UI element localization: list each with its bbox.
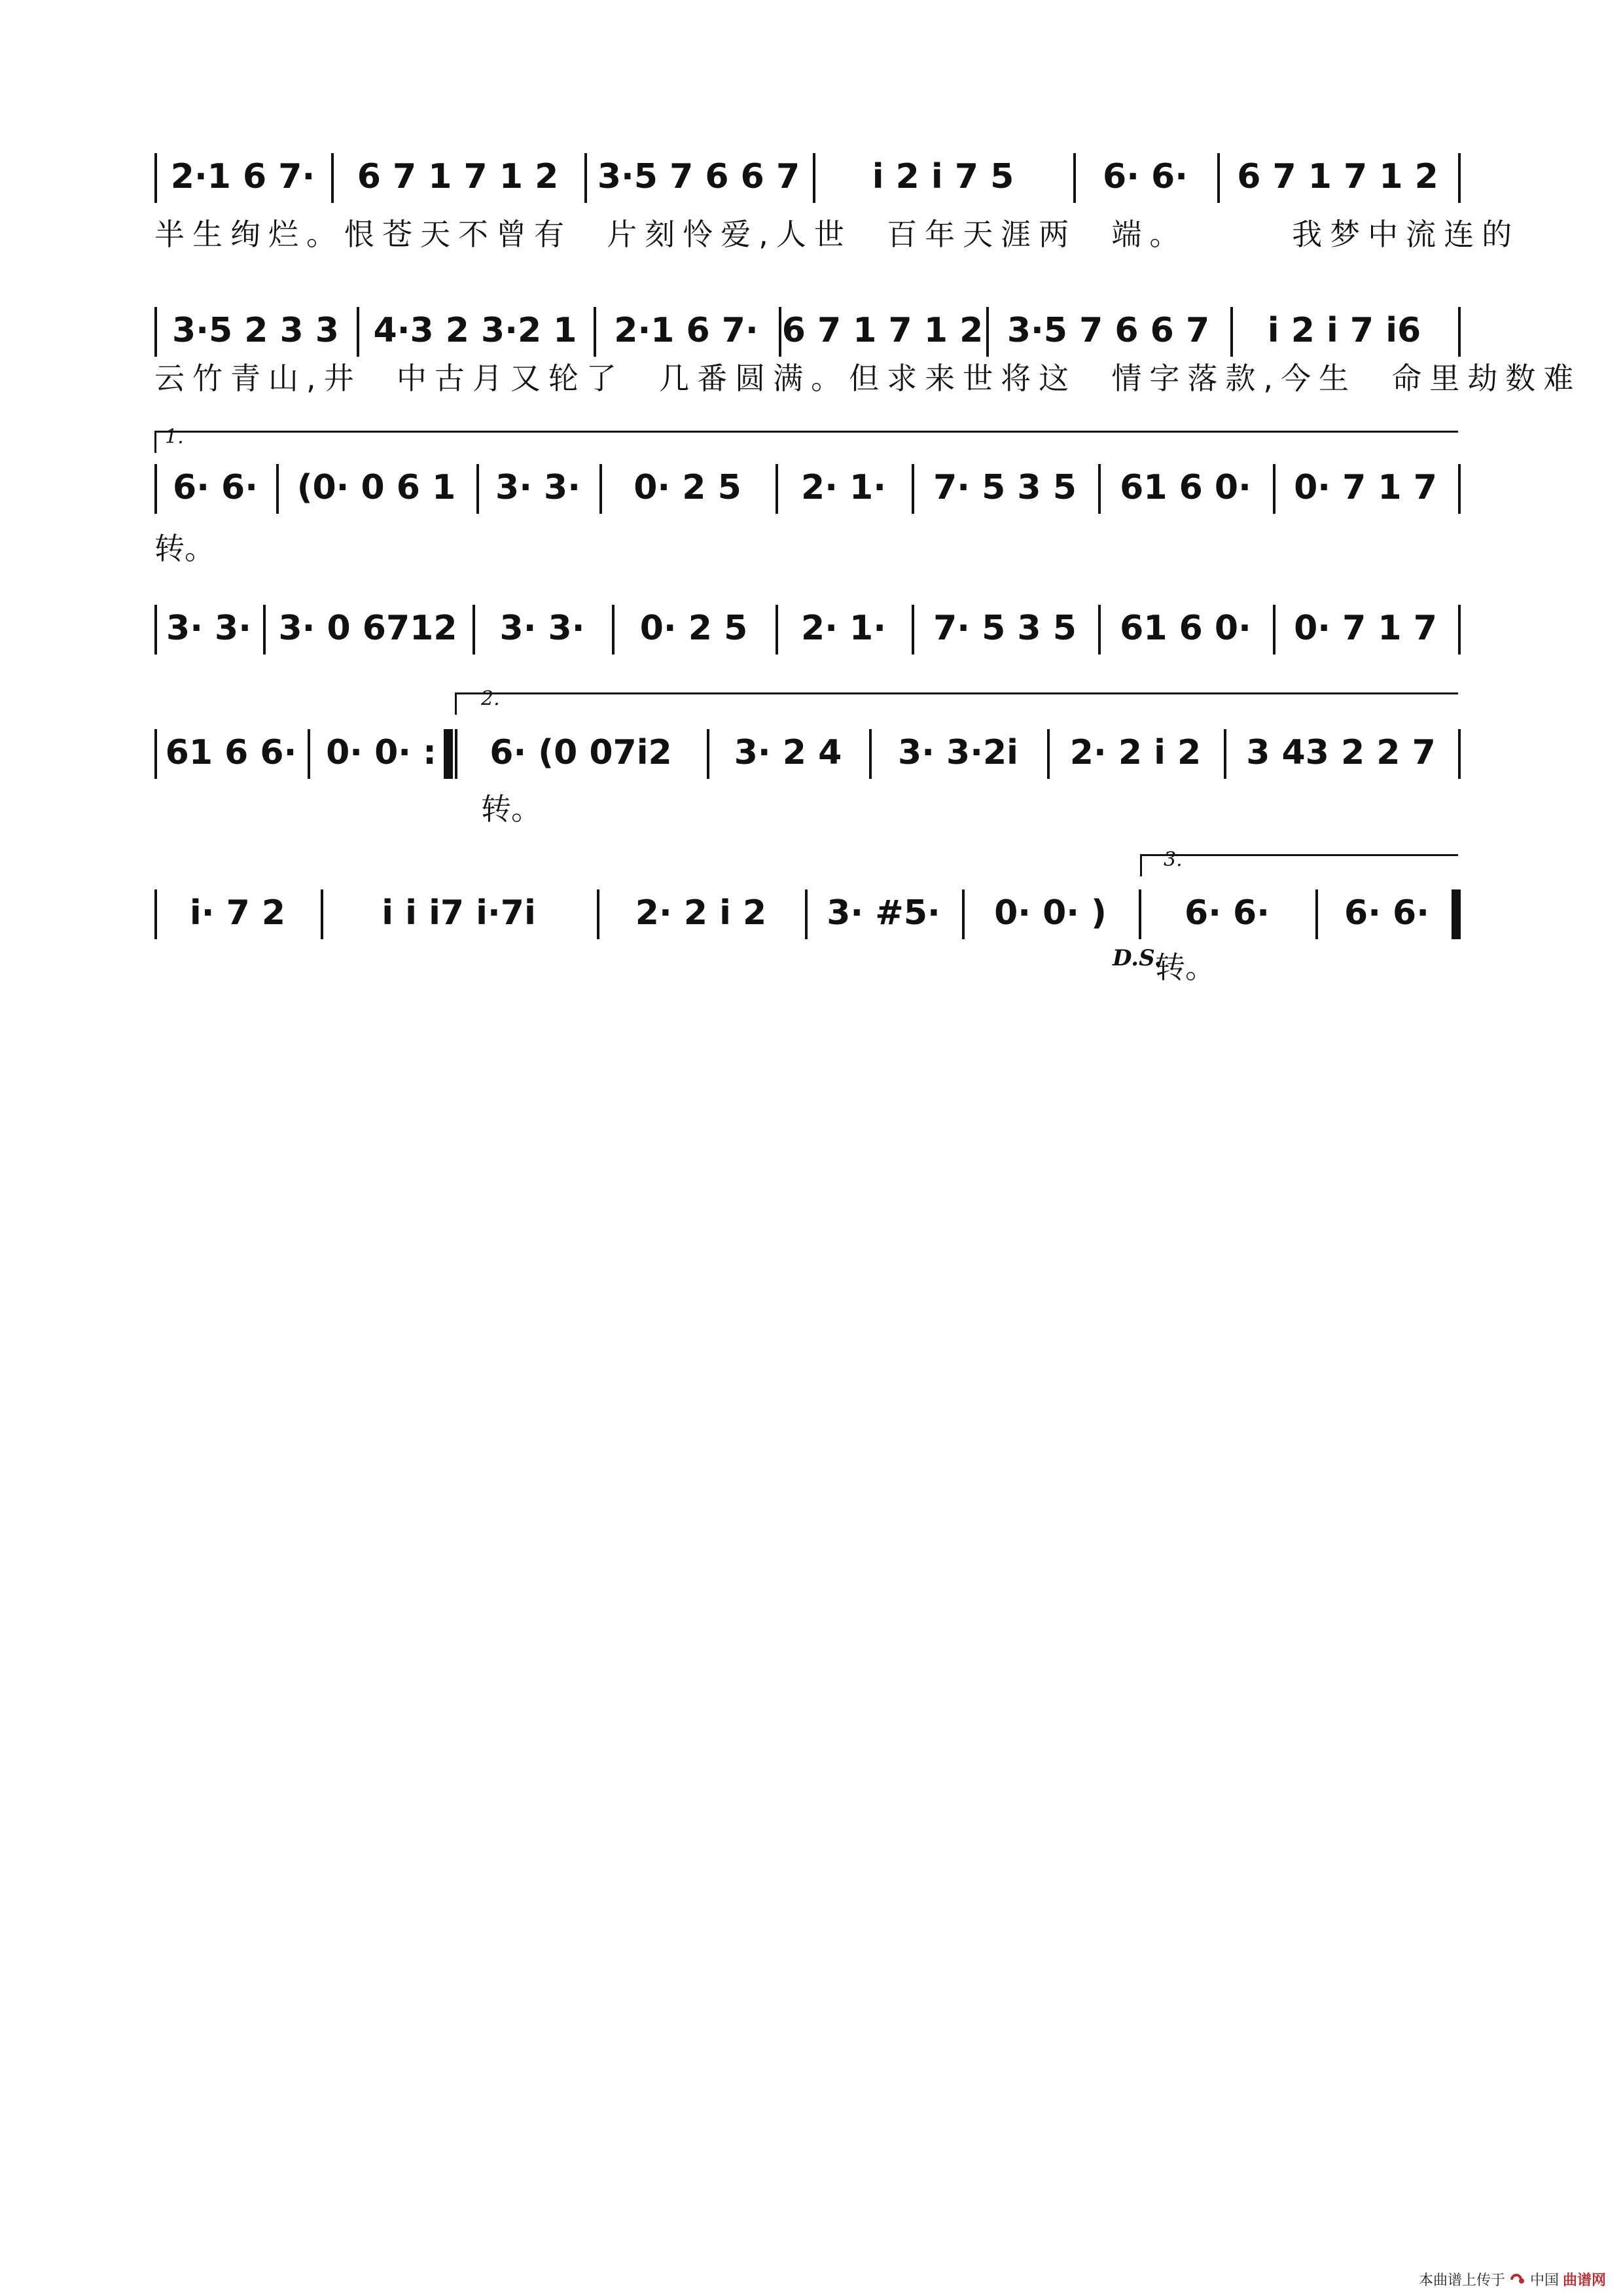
barline (1139, 889, 1141, 939)
barline (154, 889, 157, 939)
barline (1458, 605, 1461, 655)
barline (1217, 153, 1220, 203)
lyrics-line: 半生绚烂。恨苍天不曾有 片刻怜爱,人世 百年天涯两 端。 我梦中流连的 (154, 217, 1520, 252)
measure-notes: i 2 i 7 i6 (1267, 311, 1421, 350)
measure-notes: i 2 i 7 5 (872, 157, 1014, 196)
measure-notes: i i i7 i·7i (382, 893, 536, 933)
measure-notes: (0· 0 6 1 (296, 468, 456, 507)
measure-notes: 3· 3· (495, 468, 580, 507)
measure-notes: 0· 7 1 7 (1294, 609, 1437, 648)
barline (473, 605, 475, 655)
barline (1047, 729, 1050, 779)
measure-notes: 0· 0· ) (994, 893, 1107, 933)
barline (584, 153, 587, 203)
measure-notes: 0· 2 5 (639, 609, 748, 648)
barline (986, 307, 989, 357)
measure-notes: 61 6 6· (165, 733, 297, 772)
zhuan-marking: 转。 (154, 531, 215, 566)
barline (154, 464, 157, 514)
measure-notes: 3·5 7 6 6 7 (597, 157, 800, 196)
measure-notes: 3· 3· (166, 609, 251, 648)
measure-notes: 4·3 2 3·2 1 (373, 311, 577, 350)
barline (1458, 153, 1461, 203)
measure-notes: 3·5 7 6 6 7 (1007, 311, 1210, 350)
site-logo-icon (1509, 2272, 1526, 2287)
measure-notes: 2·1 6 7· (614, 311, 758, 350)
barline (154, 729, 157, 779)
barline (1273, 464, 1275, 514)
volta-bracket-line (1140, 854, 1458, 856)
measure-notes: 61 6 0· (1120, 468, 1251, 507)
barline (1458, 307, 1461, 357)
measure-notes: 3· 2 4 (734, 733, 842, 772)
barline (1098, 464, 1101, 514)
barline (263, 605, 266, 655)
barline (1315, 889, 1318, 939)
barline (776, 605, 778, 655)
ds-marking: D.S. (1113, 945, 1162, 971)
volta-ending-label: 3. (1164, 848, 1183, 871)
barline (321, 889, 323, 939)
barline (154, 605, 157, 655)
barline (1273, 605, 1275, 655)
zhuan-marking: 转。 (1155, 950, 1215, 985)
measure-notes: 7· 5 3 5 (933, 609, 1077, 648)
measure-notes: 0· 0· : (326, 733, 437, 772)
barline (154, 153, 157, 203)
volta-bracket-line (154, 431, 1458, 433)
barline (308, 729, 310, 779)
barline (1458, 729, 1461, 779)
measure-notes: 3· 3·2i (898, 733, 1018, 772)
lyrics-line: 云竹青山,井 中古月又轮了 几番圆满。但求来世将这 情字落款,今生 命里劫数难 (154, 361, 1582, 396)
barline (1230, 307, 1233, 357)
measure-notes: 3 43 2 2 7 (1246, 733, 1436, 772)
measure-notes: 2·1 6 7· (170, 157, 315, 196)
barline (776, 464, 778, 514)
measure-notes: 3· 0 6712 (278, 609, 457, 648)
measure-notes: i· 7 2 (189, 893, 286, 933)
barline (154, 307, 157, 357)
measure-notes: 6· 6· (173, 468, 258, 507)
barline (594, 307, 596, 357)
measure-notes: 6 7 1 7 1 2 (1237, 157, 1438, 196)
barline (1224, 729, 1226, 779)
volta-bracket-tick (455, 692, 457, 715)
final-barline (1452, 889, 1461, 939)
volta-bracket-tick (154, 431, 156, 453)
barline (357, 307, 359, 357)
barline (455, 729, 457, 779)
barline (1458, 464, 1461, 514)
volta-ending-label: 1. (165, 425, 184, 448)
measure-notes: 6· 6· (1344, 893, 1429, 933)
zhuan-marking: 转。 (481, 791, 541, 827)
barline (912, 605, 914, 655)
measure-notes: 6· (0 07i2 (490, 733, 672, 772)
volta-bracket-line (455, 692, 1458, 694)
volta-bracket-tick (1140, 854, 1142, 876)
barline (612, 605, 615, 655)
repeat-end-barline (444, 729, 453, 779)
volta-ending-label: 2. (481, 687, 500, 710)
measure-notes: 6 7 1 7 1 2 (781, 311, 984, 350)
measure-notes: 61 6 0· (1120, 609, 1251, 648)
barline (276, 464, 279, 514)
measure-notes: 0· 7 1 7 (1294, 468, 1437, 507)
barline (331, 153, 334, 203)
measure-notes: 0· 2 5 (633, 468, 741, 507)
site-name-prefix: 中国 (1529, 2272, 1559, 2289)
barline (813, 153, 815, 203)
measure-notes: 3·5 2 3 3 (172, 311, 339, 350)
measure-notes: 2· 1· (801, 468, 886, 507)
barline (599, 464, 602, 514)
barline (1098, 605, 1101, 655)
barline (476, 464, 479, 514)
barline (869, 729, 872, 779)
measure-notes: 2· 2 i 2 (1069, 733, 1202, 772)
measure-notes: 7· 5 3 5 (933, 468, 1077, 507)
barline (912, 464, 914, 514)
barline (707, 729, 709, 779)
site-name-brand: 曲谱网 (1562, 2272, 1606, 2289)
barline (1073, 153, 1076, 203)
barline (805, 889, 808, 939)
barline (779, 307, 781, 357)
upload-text: 本曲谱上传于 (1418, 2272, 1505, 2289)
measure-notes: 3· 3· (499, 609, 585, 648)
measure-notes: 6· 6· (1103, 157, 1188, 196)
measure-notes: 2· 2 i 2 (635, 893, 767, 933)
measure-notes: 2· 1· (801, 609, 886, 648)
measure-notes: 3· #5· (827, 893, 940, 933)
jianpu-score (0, 0, 1623, 1047)
barline (597, 889, 599, 939)
measure-notes: 6· 6· (1185, 893, 1270, 933)
measure-notes: 6 7 1 7 1 2 (357, 157, 559, 196)
watermark-footer (1419, 2269, 1606, 2289)
barline (962, 889, 965, 939)
